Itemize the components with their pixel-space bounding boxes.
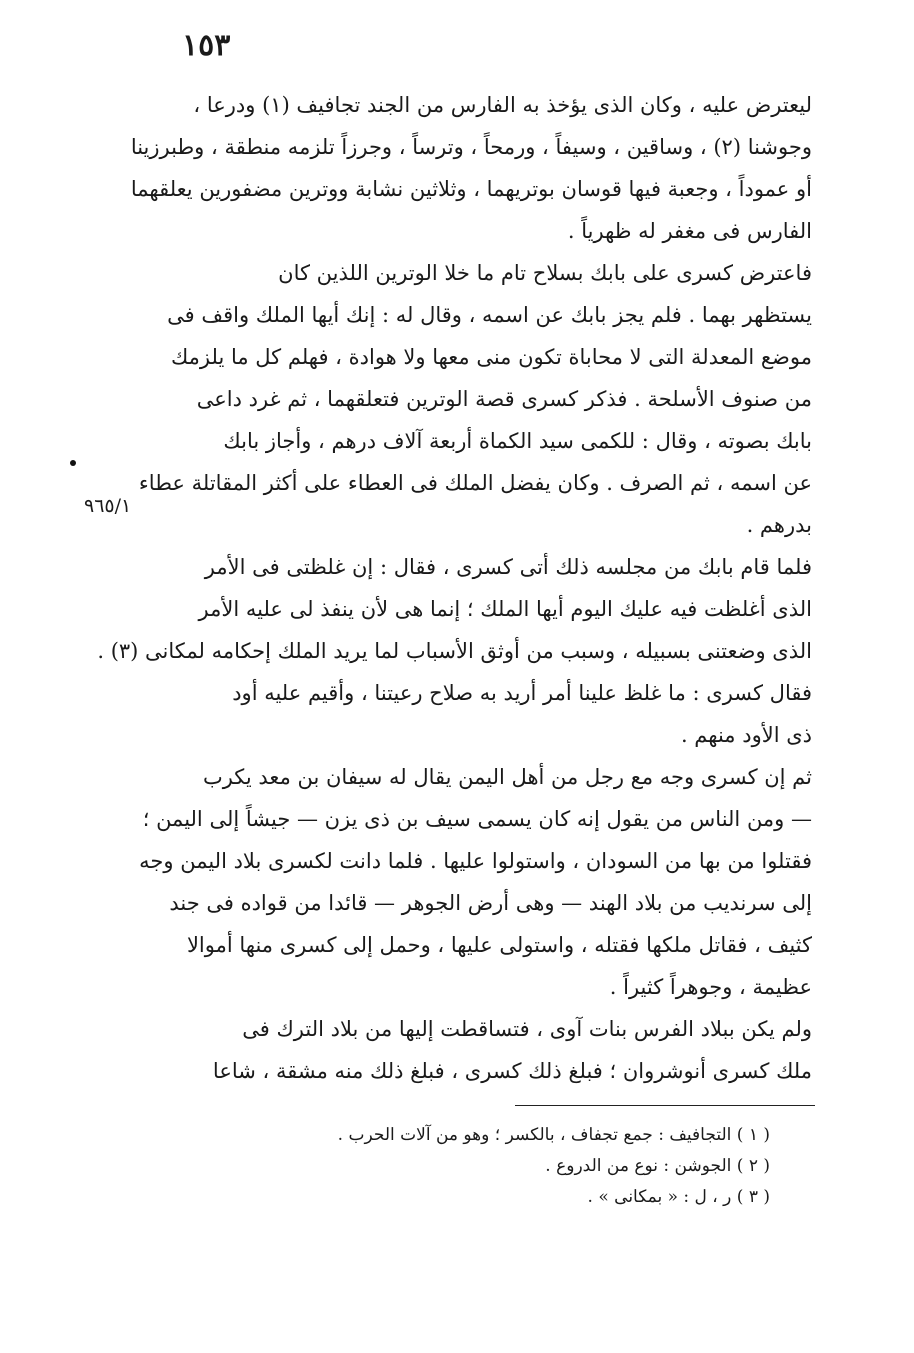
margin-note: ٩٦٥/١ (84, 495, 132, 517)
page-number: ١٥٣ (182, 28, 231, 63)
text-line: فقال كسرى : ما غلظ علينا أمر أريد به صلاح رعيتنا ، وأقيم عليه أود (232, 681, 812, 705)
text-line: فاعترض كسرى على بابك بسلاح تام ما خلا الوترين اللذين كان (278, 261, 812, 285)
text-line: عظيمة ، وجوهراً كثيراً . (609, 975, 812, 999)
text-line: موضع المعدلة التى لا محاباة تكون منى معها ولا هوادة ، فهلم كل ما يلزمك (170, 345, 812, 369)
footnotes (290, 1120, 770, 1213)
text-line: كثيف ، فقاتل ملكها فقتله ، واستولى عليها ، وحمل إلى كسرى منها أموالا (186, 933, 812, 957)
text-line: ولم يكن ببلاد الفرس بنات آوى ، فتساقطت إليها من بلاد الترك فى (242, 1017, 812, 1041)
text-line: بدرهم . (746, 513, 812, 537)
footnote: ( ٣ ) ر ، ل : « بمكانى » . (587, 1187, 770, 1207)
text-line: عن اسمه ، ثم الصرف . وكان يفضل الملك فى العطاء على أكثر المقاتلة عطاء (138, 471, 812, 495)
footnote: ( ٢ ) الجوشن : نوع من الدروع . (545, 1156, 770, 1176)
text-line: من صنوف الأسلحة . فذكر كسرى قصة الوترين فتعلقهما ، ثم غرد داعى (196, 387, 812, 411)
text-line: الذى وضعتنى بسبيله ، وسبب من أوثق الأسباب لما يريد الملك إحكامه لمكانى (٣) . (97, 639, 812, 663)
text-line: الذى أغلظت فيه عليك اليوم أيها الملك ؛ إنما هى لأن ينفذ لى عليه الأمر (198, 597, 812, 621)
text-line: — ومن الناس من يقول إنه كان يسمى سيف بن ذى يزن — جيشاً إلى اليمن ؛ (142, 807, 812, 831)
text-line: أو عموداً ، وجعبة فيها قوسان بوتريهما ، وثلاثين نشابة ووترين مضفورين يعلقهما (130, 177, 812, 201)
text-line: فقتلوا من بها من السودان ، واستولوا عليها . فلما دانت لكسرى بلاد اليمن وجه (139, 849, 812, 873)
footnote: ( ١ ) التجافيف : جمع تجفاف ، بالكسر ؛ وهو من آلات الحرب . (337, 1125, 770, 1145)
text-line: فلما قام بابك من مجلسه ذلك أتى كسرى ، فقال : إن غلظتى فى الأمر (204, 555, 812, 579)
footnote-divider (515, 1105, 815, 1106)
text-line: ذى الأود منهم . (680, 723, 812, 747)
text-line: ثم إن كسرى وجه مع رجل من أهل اليمن يقال له سيفان بن معد يكرب (202, 765, 812, 789)
text-line: ليعترض عليه ، وكان الذى يؤخذ به الفارس من الجند تجافيف (١) ودرعا ، (193, 93, 812, 117)
text-line: الفارس فى مغفر له ظهرياً . (567, 219, 812, 243)
text-line: وجوشنا (٢) ، وساقين ، وسيفاً ، ورمحاً ، وترساً ، وجرزاً تلزمه منطقة ، وطبرزينا (130, 135, 812, 159)
text-line: ملك كسرى أنوشروان ؛ فبلغ ذلك كسرى ، فبلغ ذلك منه مشقة ، شاعا (212, 1059, 812, 1083)
text-line: بابك بصوته ، وقال : للكمى سيد الكماة أربعة آلاف درهم ، وأجاز بابك (223, 429, 812, 453)
text-line: يستظهر بهما . فلم يجز بابك عن اسمه ، وقال له : إنك أيها الملك واقف فى (167, 303, 812, 327)
text-line: إلى سرنديب من بلاد الهند — وهى أرض الجوهر — قائدا من قواده فى جند (169, 891, 812, 915)
margin-dot (70, 460, 76, 466)
